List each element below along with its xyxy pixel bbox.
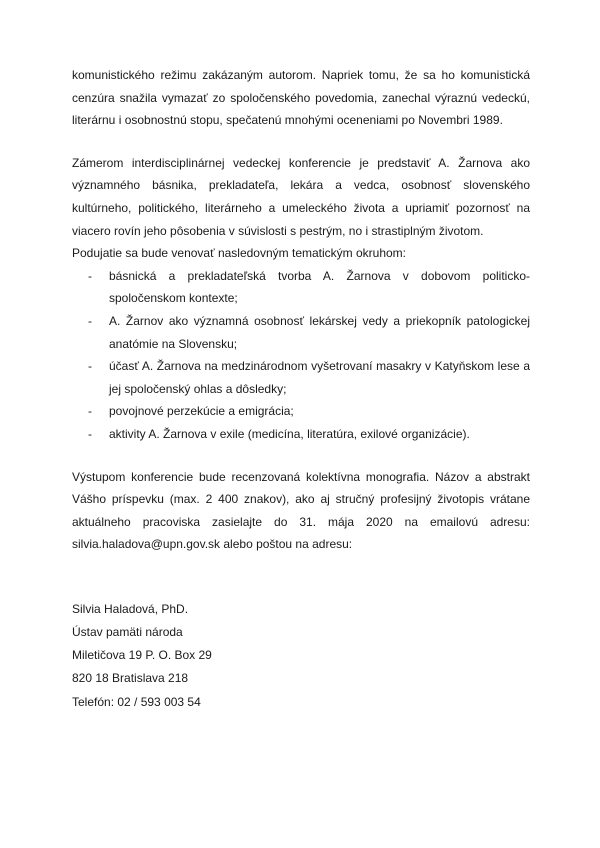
topics-intro: Podujatie sa bude venovať nasledovným tematickým okruhom: (72, 246, 407, 261)
paragraph-biography-end: komunistického režimu zakázaným autorom. Napriek tomu, že sa ho komunistická cenzúra snažila vymazať zo spoločenského povedomia, zanechal výraznú vedeckú, literárnu i osobnostnú stopu, spečatenú mnohými oceneniami po Novembri 1989. (72, 68, 530, 128)
list-bullet: - (88, 426, 92, 441)
postal-address (72, 598, 530, 714)
list-item (72, 265, 530, 310)
paragraph-submission-info: Výstupom konferencie bude recenzovaná kolektívna monografia. Názov a abstrakt Vášho príspevku (max. 2 400 znakov), ako aj stručný profesijný životopis vrátane aktuálneho pracoviska zasielajte do 31. mája 2020 na emailovú adresu: silvia.haladova@upn.gov.sk alebo poštou na adresu: (72, 469, 530, 552)
address-name: Silvia Haladová, PhD. (72, 601, 189, 616)
list-item-text: účasť A. Žarnova na medzinárodnom vyšetrovaní masakry v Katyňskom lese a jej spoločenský ohlas a dôsledky; (109, 359, 530, 396)
list-item (72, 400, 530, 423)
list-item-text: A. Žarnov ako významná osobnosť lekárskej vedy a priekopník patologickej anatómie na Slovensku; (109, 313, 530, 351)
address-institution: Ústav pamäti národa (72, 625, 183, 640)
list-bullet: - (88, 268, 92, 283)
address-street: Miletičova 19 P. O. Box 29 (72, 648, 212, 663)
list-item-text: básnická a prekladateľská tvorba A. Žarnova v dobovom politicko-spoločenskom kontexte; (109, 268, 530, 306)
address-phone: Telefón: 02 / 593 003 54 (72, 694, 201, 709)
list-item (72, 310, 530, 355)
list-item-text: povojnové perzekúcie a emigrácia; (109, 404, 294, 419)
list-bullet: - (88, 359, 92, 374)
list-bullet: - (88, 404, 92, 419)
list-item-text: aktivity A. Žarnova v exile (medicína, literatúra, exilové organizácie). (109, 426, 470, 441)
list-bullet: - (88, 313, 92, 328)
address-city: 820 18 Bratislava 218 (72, 671, 189, 686)
topics-list (72, 265, 530, 446)
paragraph-conference-aim: Zámerom interdisciplinárnej vedeckej konferencie je predstaviť A. Žarnova ako významného básnika, prekladateľa, lekára a vedca, osobnosť slovenského kultúrneho, politického, literárneho a umeleckého života a upriamiť pozornosť na viacero rovín jeho pôsobenia v súvislosti s pestrým, no i strastiplným životom. (72, 155, 530, 238)
list-item (72, 355, 530, 400)
document-page (72, 64, 530, 714)
list-item (72, 423, 530, 446)
